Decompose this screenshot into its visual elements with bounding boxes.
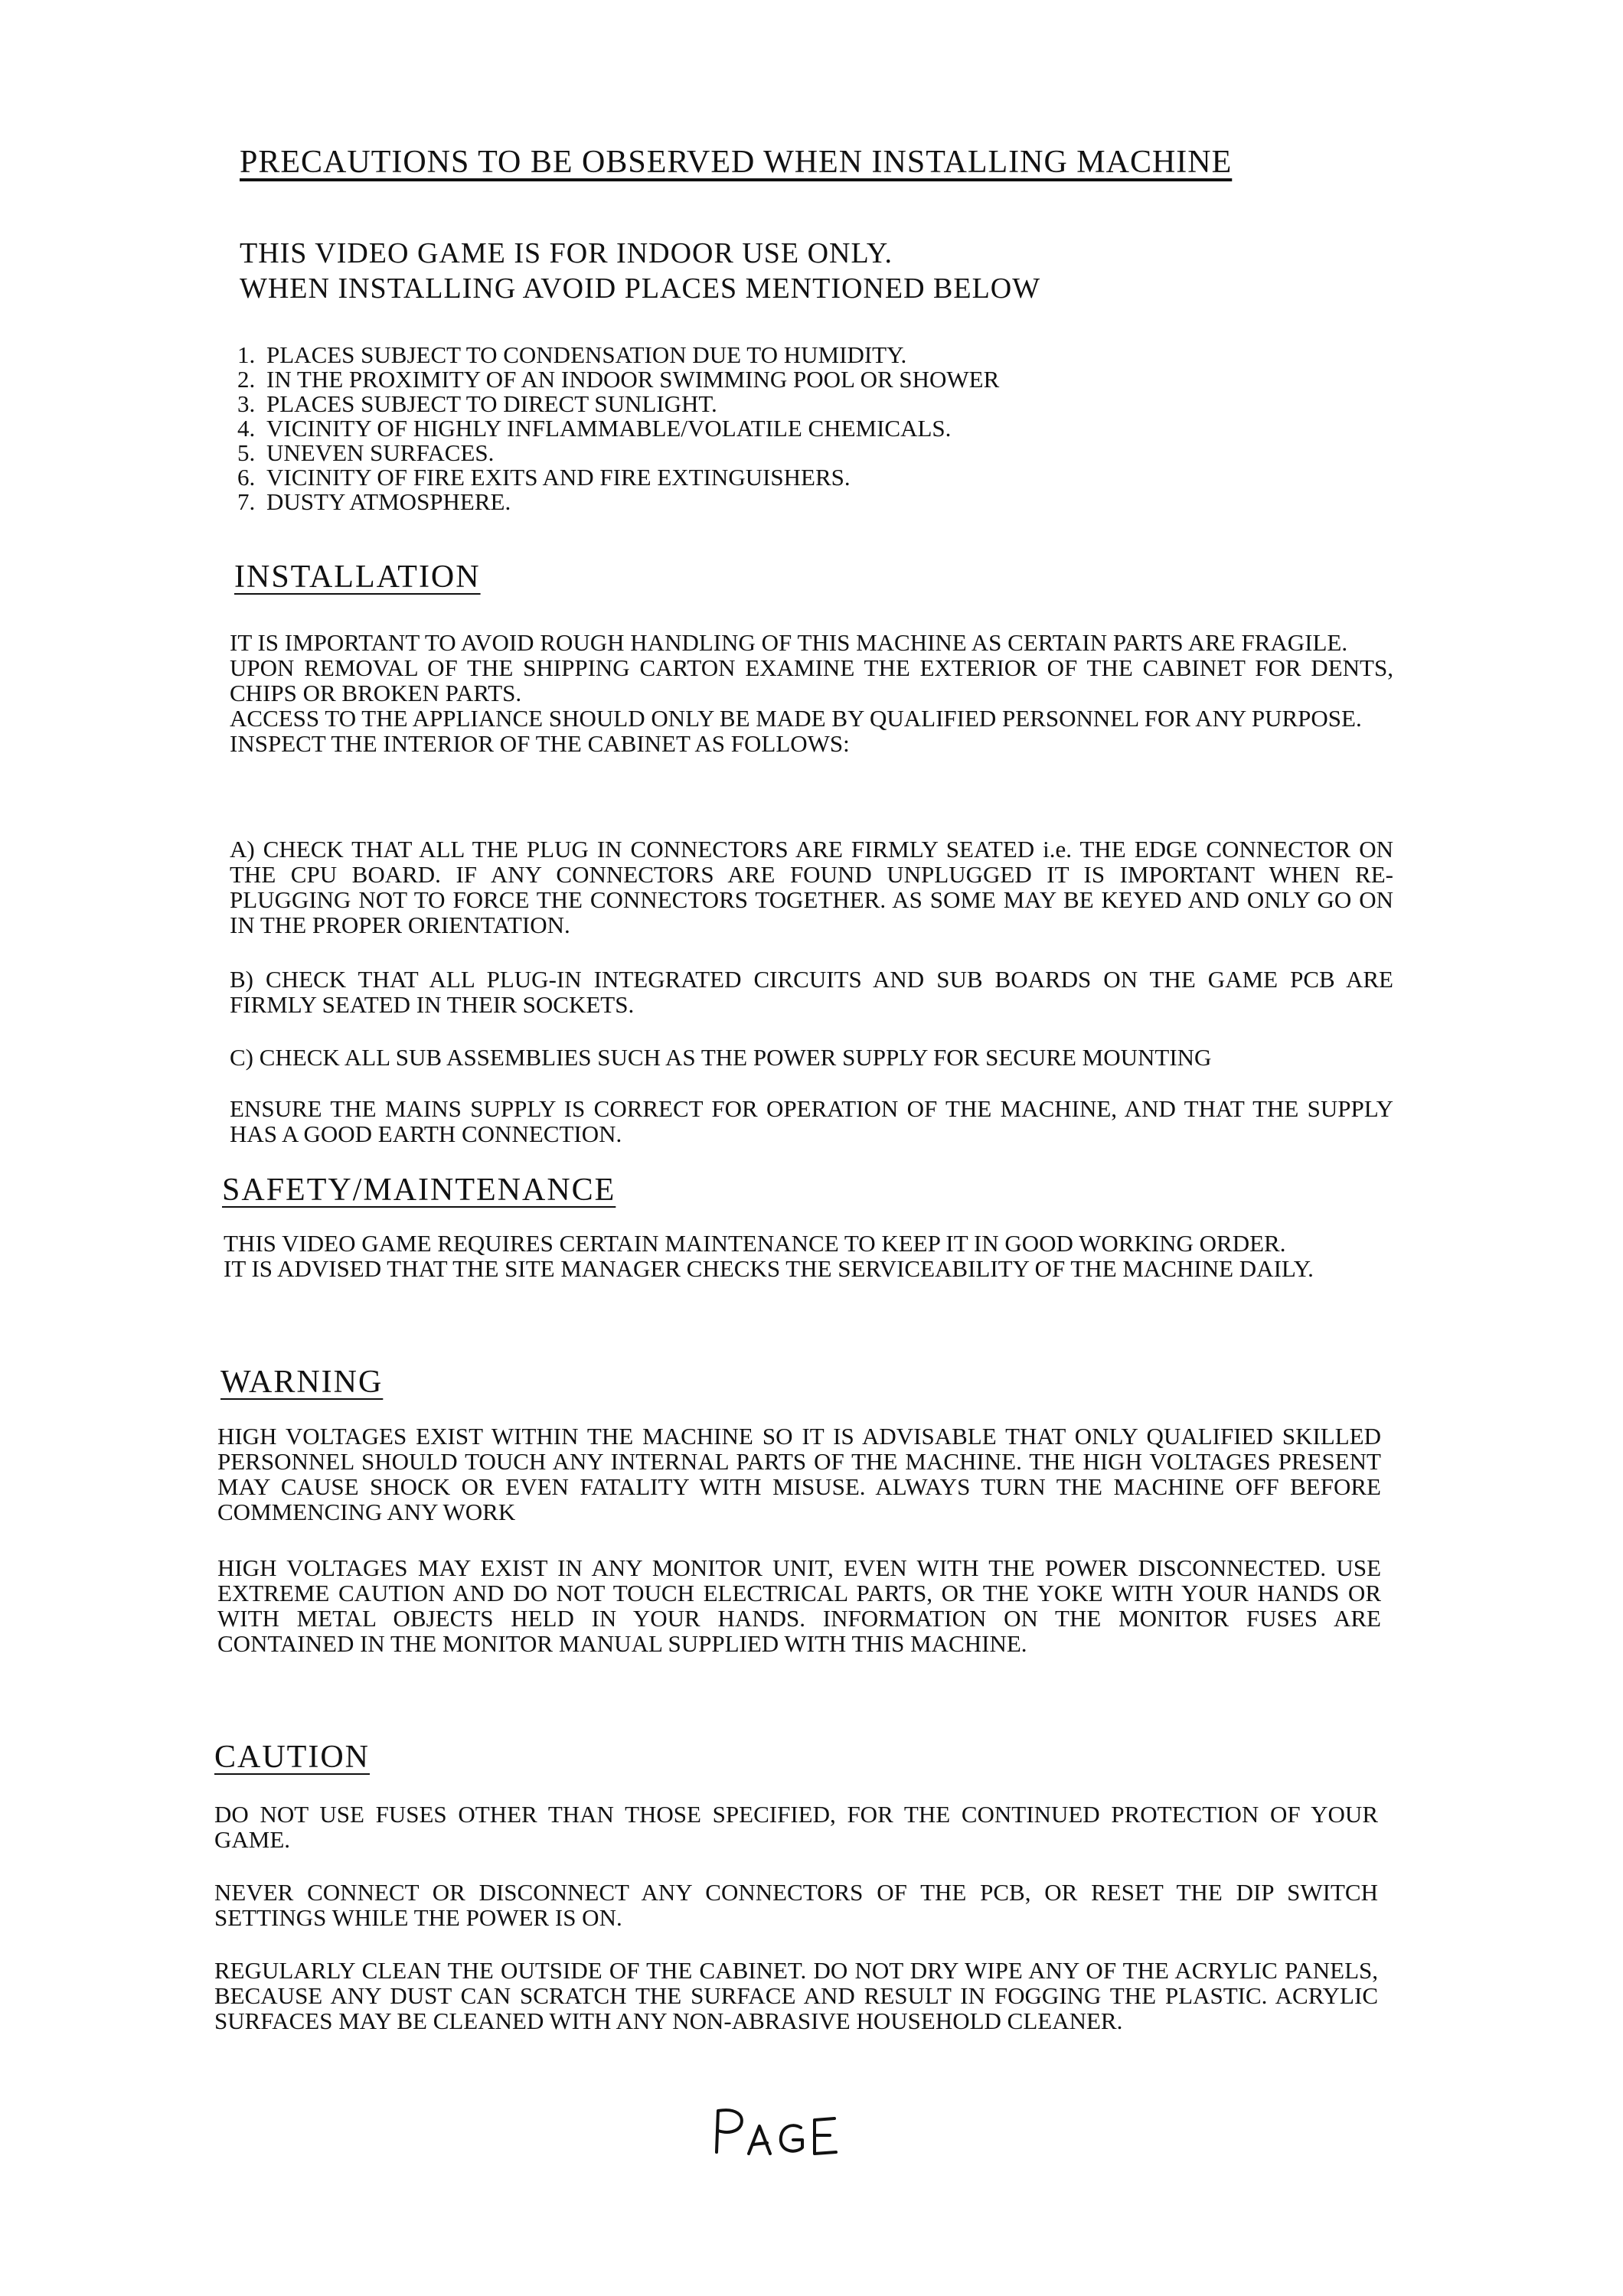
safety-maintenance-heading: SAFETY/MAINTENANCE [222,1172,616,1208]
caution-heading: CAUTION [214,1740,370,1775]
warning-heading: WARNING [220,1365,384,1400]
intro-line-1: THIS VIDEO GAME IS FOR INDOOR USE ONLY. [240,237,893,269]
installation-paragraph-4: INSPECT THE INTERIOR OF THE CABINET AS FOLLOWS: [230,730,850,757]
installation-intro [230,630,1393,756]
places-to-avoid-list [237,343,999,514]
check-assemblies-item: C) CHECK ALL SUB ASSEMBLIES SUCH AS THE POWER SUPPLY FOR SECURE MOUNTING [230,1044,1212,1071]
intro-line-2: WHEN INSTALLING AVOID PLACES MENTIONED BELOW [240,272,1041,305]
check-circuits-item: B) CHECK THAT ALL PLUG-IN INTEGRATED CIRCUITS AND SUB BOARDS ON THE GAME PCB ARE FIRMLY SEATED IN THEIR SOCKETS. [230,966,1393,1018]
list-item: 3. PLACES SUBJECT TO DIRECT SUNLIGHT. [237,390,717,417]
warning-paragraph-1: HIGH VOLTAGES EXIST WITHIN THE MACHINE SO IT IS ADVISABLE THAT ONLY QUALIFIED SKILLED PERSONNEL SHOULD TOUCH ANY INTERNAL PARTS OF THE MACHINE. THE HIGH VOLTAGES PRESENT MAY CAUSE SHOCK OR EVEN FATALITY WITH MISUSE. ALWAYS TURN THE MACHINE OFF BEFORE COMMENCING ANY WORK [217,1423,1381,1525]
page-title: PRECAUTIONS TO BE OBSERVED WHEN INSTALLING MACHINE [240,145,1233,180]
installation-paragraph-2: UPON REMOVAL OF THE SHIPPING CARTON EXAMINE THE EXTERIOR OF THE CABINET FOR DENTS, CHIPS OR BROKEN PARTS. [230,654,1393,706]
list-item: 4. VICINITY OF HIGHLY INFLAMMABLE/VOLATILE CHEMICALS. [237,415,952,442]
handwritten-page-mark [710,2105,842,2158]
safety-paragraph-1: THIS VIDEO GAME REQUIRES CERTAIN MAINTENANCE TO KEEP IT IN GOOD WORKING ORDER. [224,1230,1286,1257]
caution-paragraph-3: REGULARLY CLEAN THE OUTSIDE OF THE CABINET. DO NOT DRY WIPE ANY OF THE ACRYLIC PANELS, BECAUSE ANY DUST CAN SCRATCH THE SURFACE AND RESULT IN FOGGING THE PLASTIC. ACRYLIC SURFACES MAY BE CLEANED WITH ANY NON-ABRASIVE HOUSEHOLD CLEANER. [214,1957,1378,2034]
safety-maintenance-text [224,1231,1387,1281]
list-item: 1. PLACES SUBJECT TO CONDENSATION DUE TO HUMIDITY. [237,341,907,368]
mains-supply-note: ENSURE THE MAINS SUPPLY IS CORRECT FOR OPERATION OF THE MACHINE, AND THAT THE SUPPLY HAS A GOOD EARTH CONNECTION. [230,1095,1393,1147]
installation-paragraph-1: IT IS IMPORTANT TO AVOID ROUGH HANDLING OF THIS MACHINE AS CERTAIN PARTS ARE FRAGILE. [230,629,1348,656]
safety-paragraph-2: IT IS ADVISED THAT THE SITE MANAGER CHECKS THE SERVICEABILITY OF THE MACHINE DAILY. [224,1255,1314,1282]
caution-paragraph-2: NEVER CONNECT OR DISCONNECT ANY CONNECTORS OF THE PCB, OR RESET THE DIP SWITCH SETTINGS WHILE THE POWER IS ON. [214,1879,1378,1931]
warning-paragraph-2: HIGH VOLTAGES MAY EXIST IN ANY MONITOR UNIT, EVEN WITH THE POWER DISCONNECTED. USE EXTREME CAUTION AND DO NOT TOUCH ELECTRICAL PARTS, OR THE YOKE WITH YOUR HANDS OR WITH METAL OBJECTS HELD IN YOUR HANDS. INFORMATION ON THE MONITOR FUSES ARE CONTAINED IN THE MONITOR MANUAL SUPPLIED WITH THIS MACHINE. [217,1554,1381,1657]
caution-paragraph-1: DO NOT USE FUSES OTHER THAN THOSE SPECIFIED, FOR THE CONTINUED PROTECTION OF YOUR GAME. [214,1801,1378,1853]
installation-paragraph-3: ACCESS TO THE APPLIANCE SHOULD ONLY BE MADE BY QUALIFIED PERSONNEL FOR ANY PURPOSE. [230,705,1362,732]
list-item: 5. UNEVEN SURFACES. [237,439,495,466]
list-item: 6. VICINITY OF FIRE EXITS AND FIRE EXTINGUISHERS. [237,464,851,491]
check-connectors-item: A) CHECK THAT ALL THE PLUG IN CONNECTORS ARE FIRMLY SEATED i.e. THE EDGE CONNECTOR ON THE CPU BOARD. IF ANY CONNECTORS ARE FOUND UNPLUGGED IT IS IMPORTANT WHEN RE-PLUGGING NOT TO FORCE THE CONNECTORS TOGETHER. AS SOME MAY BE KEYED AND ONLY GO ON IN THE PROPER ORIENTATION. [230,836,1393,938]
list-item: 2. IN THE PROXIMITY OF AN INDOOR SWIMMING POOL OR SHOWER [237,366,1000,393]
installation-heading: INSTALLATION [234,559,481,595]
intro-text [240,236,1040,306]
list-item: 7. DUSTY ATMOSPHERE. [237,488,511,515]
